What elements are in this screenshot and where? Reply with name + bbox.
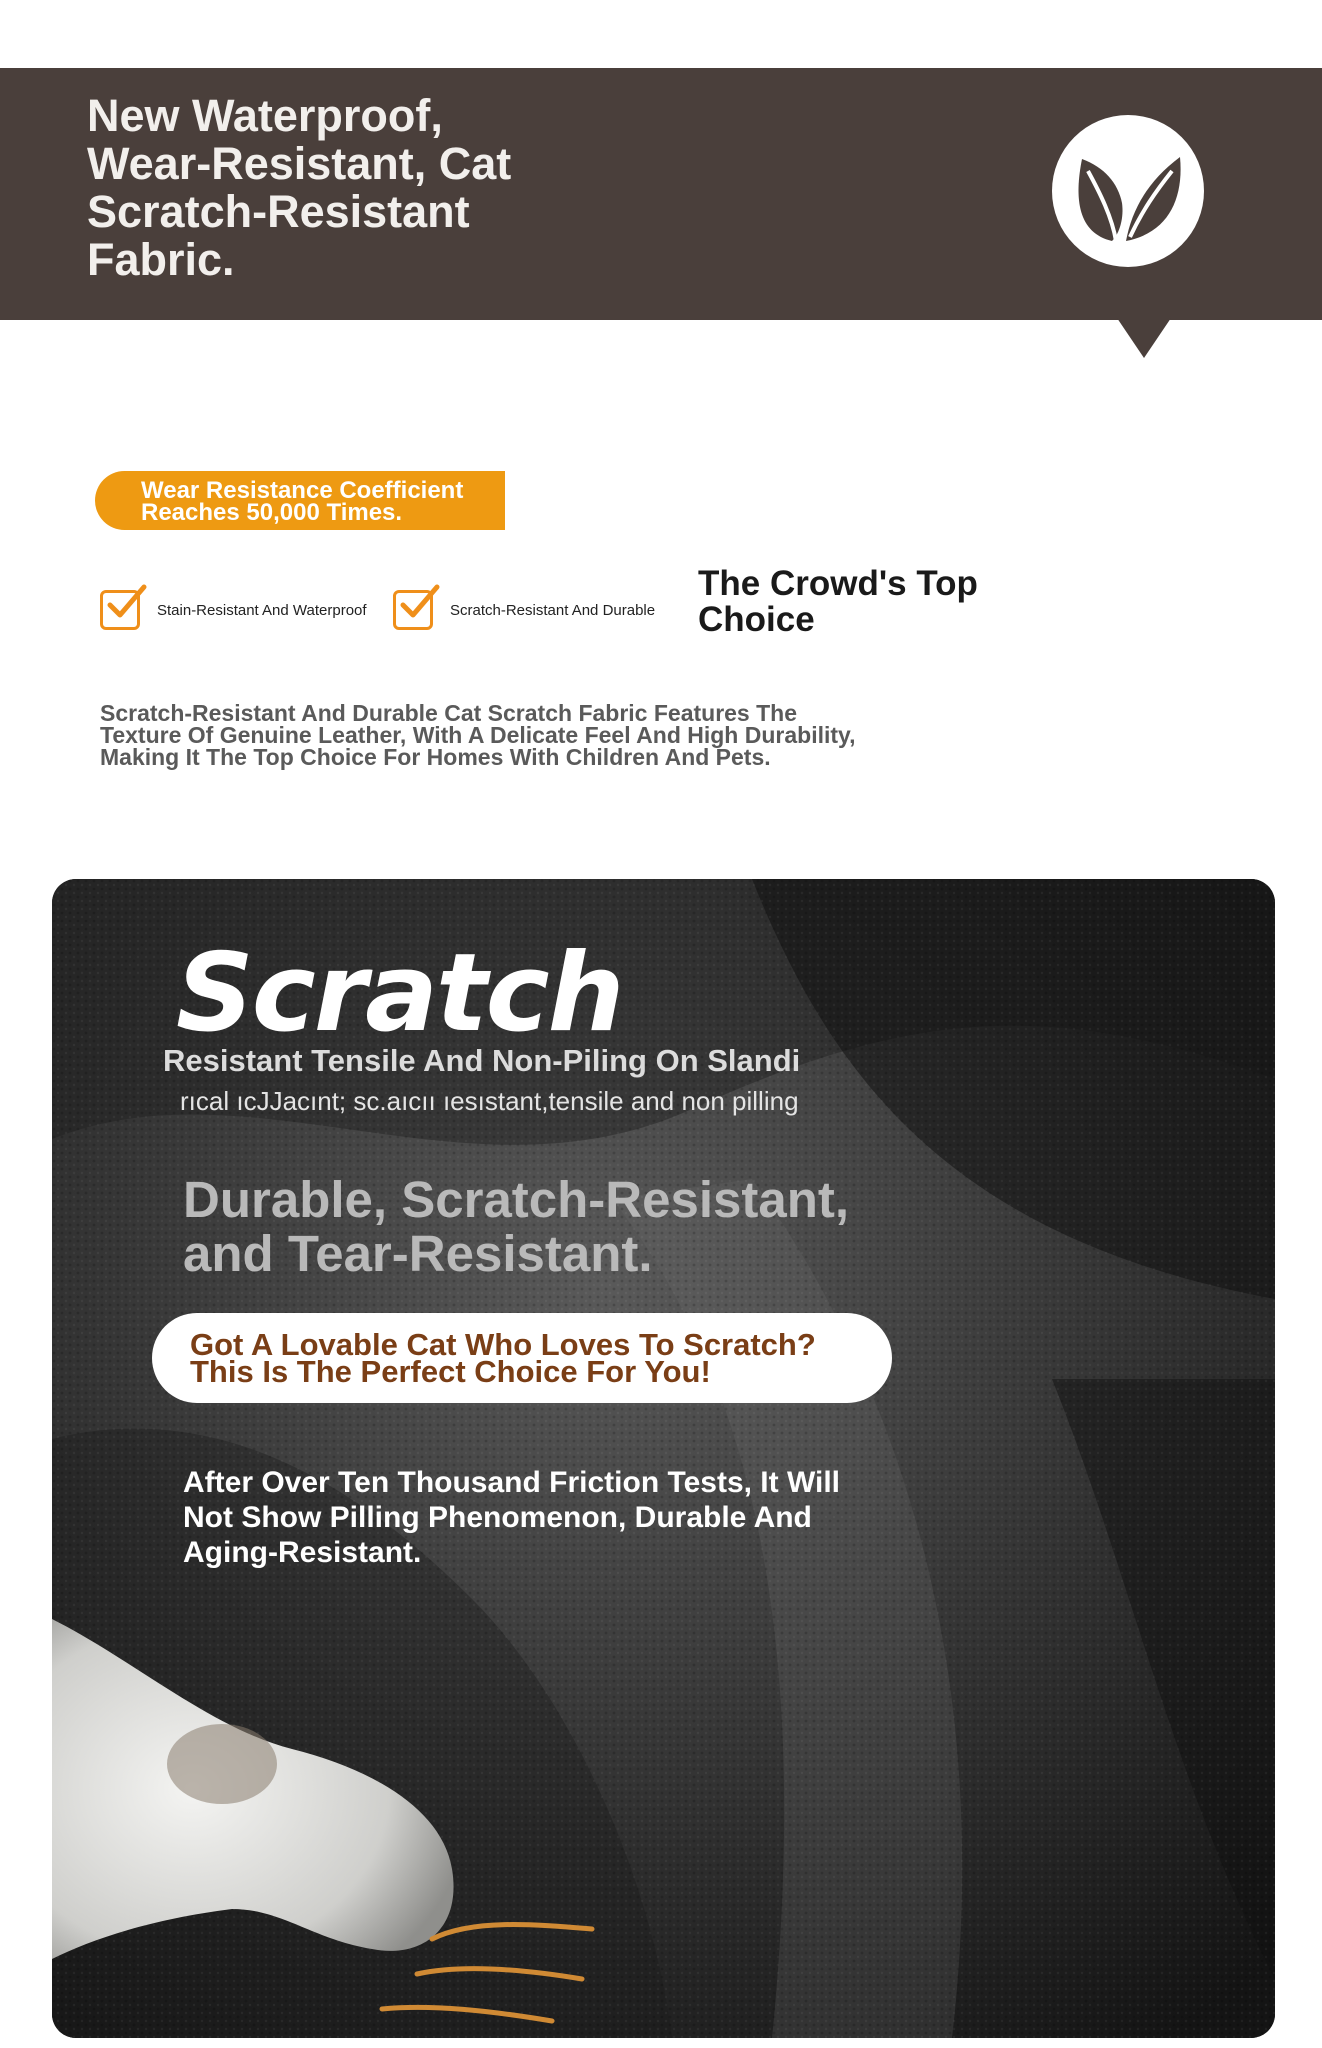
cat-paw-icon	[52, 1579, 612, 2038]
leather-feature-panel	[52, 879, 1275, 2038]
cat-question-pill	[152, 1313, 892, 1403]
panel-subtitle-secondary: rıcal ıcJJacınt; sc.aıcıı ıesıstant,tensile and non pilling	[180, 1086, 799, 1116]
scratch-title: Scratch	[176, 931, 623, 1056]
leaf-icon	[1052, 115, 1204, 267]
description-line-3: Making It The Top Choice For Homes With Children And Pets.	[100, 744, 771, 770]
badge-line-1: Wear Resistance Coefficient	[141, 477, 464, 504]
headline-line-1: Durable, Scratch-Resistant,	[183, 1171, 850, 1228]
body-line-1: After Over Ten Thousand Friction Tests, It Will	[183, 1466, 841, 1499]
feature-label: Scratch-Resistant And Durable	[450, 601, 656, 619]
headline-line-2: and Tear-Resistant.	[183, 1225, 653, 1282]
description	[100, 702, 920, 768]
pill-line-1: Got A Lovable Cat Who Loves To Scratch?	[190, 1327, 816, 1362]
pill-line-2: This Is The Perfect Choice For You!	[190, 1354, 711, 1389]
panel-body-text	[183, 1465, 883, 1570]
header-pointer	[1117, 318, 1171, 358]
crowd-line-1: The Crowd's Top	[698, 564, 978, 603]
body-line-2: Not Show Pilling Phenomenon, Durable And	[183, 1501, 812, 1534]
description-line-1: Scratch-Resistant And Durable Cat Scratch Fabric Features The	[100, 700, 798, 726]
feature-label: Stain-Resistant And Waterproof	[157, 601, 367, 619]
panel-headline	[183, 1173, 883, 1281]
panel-subtitle: Resistant Tensile And Non-Piling On Slandi	[163, 1043, 801, 1078]
checkbox-checked-icon	[100, 590, 140, 630]
page-title: New Waterproof, Wear-Resistant, Cat Scratch-Resistant Fabric.	[87, 90, 512, 285]
feature-stain-resistant	[100, 585, 367, 635]
crowd-top-choice-heading	[698, 566, 978, 638]
checkbox-checked-icon	[393, 590, 433, 630]
body-line-3: Aging-Resistant.	[183, 1536, 422, 1569]
crowd-line-2: Choice	[698, 600, 815, 639]
wear-resistance-badge	[95, 471, 505, 530]
feature-scratch-resistant	[393, 585, 655, 635]
description-line-2: Texture Of Genuine Leather, With A Delicate Feel And High Durability,	[100, 722, 856, 748]
badge-line-2: Reaches 50,000 Times.	[141, 499, 403, 526]
